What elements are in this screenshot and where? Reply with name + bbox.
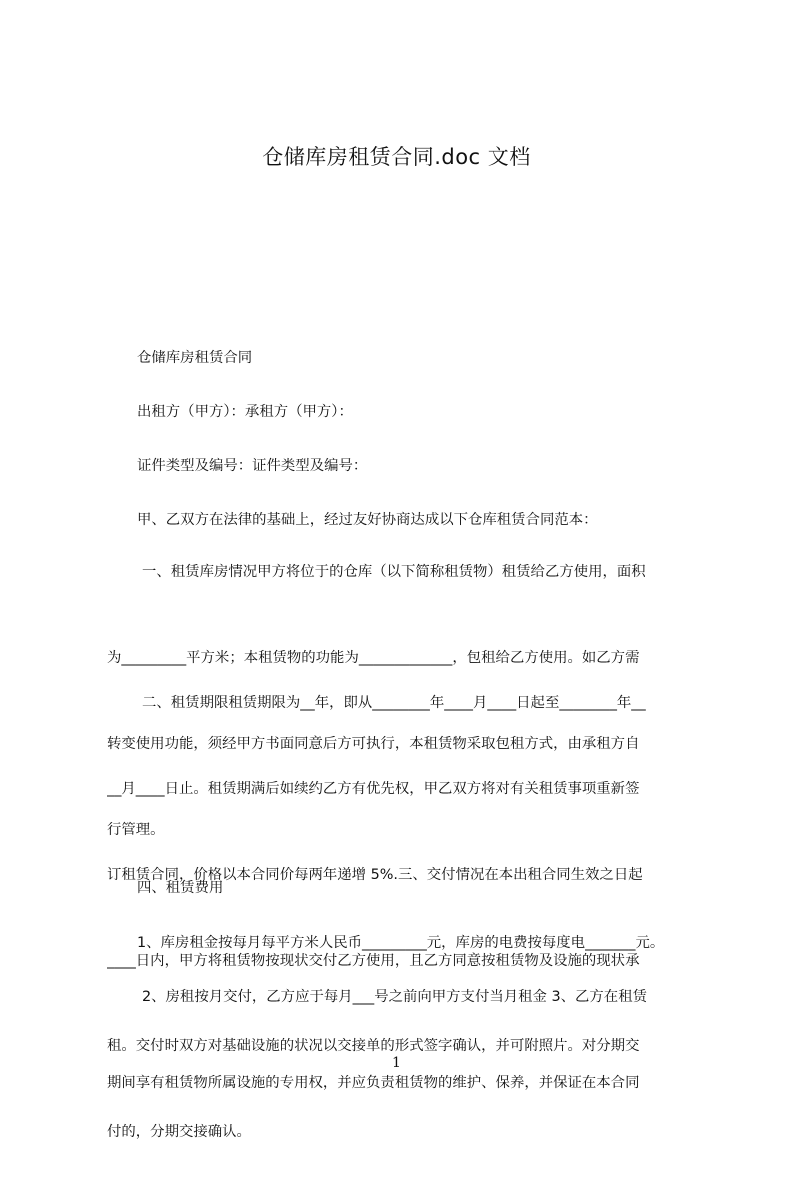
paragraph-line: 甲、乙双方在法律的基础上，经过友好协商达成以下仓库租赁合同范本：: [137, 512, 598, 529]
paragraph-line: 期间享有租赁物所属设施的专用权，并应负责租赁物的维护、保养，并保证在本合同: [107, 1074, 640, 1091]
paragraph-line: 一、租赁库房情况甲方将位于的仓库（以下简称租赁物）租赁给乙方使用，面积: [142, 564, 646, 581]
paragraph-line: 转变使用功能，须经甲方书面同意后方可执行，本租赁物采取包租方式，由承租方自: [107, 735, 640, 752]
paragraph-line: 付的，分期交接确认。: [107, 1124, 251, 1141]
page-number: 1: [392, 1055, 401, 1071]
paragraph-line: __月____日止。租赁期满后如续约乙方有优先权，甲乙双方将对有关租赁事项重新签: [107, 780, 640, 797]
paragraph-line: 仓储库房租赁合同: [137, 350, 253, 367]
paragraph-line: 为_________平方米；本租赁物的功能为_____________，包租给乙方使用。如乙方需: [107, 649, 640, 666]
paragraph-line: 出租方（甲方）：承租方（甲方）：: [137, 404, 353, 421]
paragraph-line: 订租赁合同，价格以本合同价每两年递增 5%.三、交付情况在本出租合同生效之日起: [107, 866, 643, 883]
paragraph-line: 四、租赁费用: [137, 880, 224, 897]
paragraph-line: 二、租赁期限租赁期限为__年，即从________年____月____日起至________年__: [142, 695, 646, 712]
paragraph-line: 行管理。: [107, 821, 165, 838]
paragraph-line: 租。交付时双方对基础设施的状况以交接单的形式签字确认，并可附照片。对分期交: [107, 1038, 640, 1055]
paragraph-line: 2、房租按月交付，乙方应于每月___号之前向甲方支付当月租金 3、乙方在租赁: [142, 989, 647, 1006]
paragraph-line: 证件类型及编号：证件类型及编号：: [137, 458, 368, 475]
document-title: 仓储库房租赁合同.doc 文档: [262, 145, 531, 169]
paragraph-line: ____日内，甲方将租赁物按现状交付乙方使用，且乙方同意按租赁物及设施的现状承: [107, 952, 640, 969]
fee-item-two-paragraph: [107, 926, 793, 1155]
paragraph-line: 1、库房租金按每月每平方米人民币_________元，库房的电费按每度电_______元。: [137, 935, 665, 952]
